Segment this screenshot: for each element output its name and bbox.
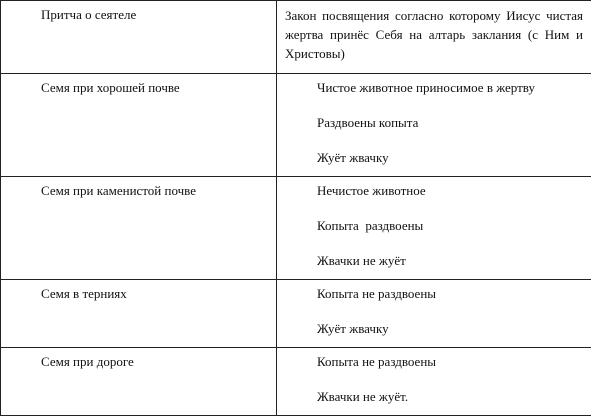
row-label: Семя при дороге xyxy=(1,348,276,369)
row-label: Семя в терниях xyxy=(1,280,276,301)
row-label-cell xyxy=(1,74,277,177)
detail-line: Копыта не раздвоены xyxy=(317,286,583,301)
detail-line: Копыта не раздвоены xyxy=(317,354,583,369)
table-header-row xyxy=(1,1,591,74)
row-label-cell xyxy=(1,348,277,416)
detail-line: Чистое животное приносимое в жертву xyxy=(317,80,583,95)
detail-line: Нечистое животное xyxy=(317,183,583,198)
row-detail-cell xyxy=(277,348,591,416)
detail-line: Жвачки не жуёт xyxy=(317,253,583,268)
row-detail-cell xyxy=(277,74,591,177)
header-cell-left xyxy=(1,1,277,74)
header-right-text: Закон посвящения согласно которому Иисус чистая жертва принёс Себя на алтарь заклания (с Ним и Христовы) xyxy=(277,1,591,63)
header-cell-right xyxy=(277,1,591,74)
detail-line: Жвачки не жуёт. xyxy=(317,389,583,404)
row-detail-cell xyxy=(277,280,591,348)
row-detail-cell xyxy=(277,177,591,280)
table-row xyxy=(1,177,591,280)
detail-line: Жуёт жвачку xyxy=(317,150,583,165)
detail-line: Раздвоены копыта xyxy=(317,115,583,130)
table-row xyxy=(1,348,591,416)
row-label-cell xyxy=(1,280,277,348)
table-row xyxy=(1,74,591,177)
row-label: Семя при хорошей почве xyxy=(1,74,276,95)
detail-line: Жуёт жвачку xyxy=(317,321,583,336)
detail-line: Копыта раздвоены xyxy=(317,218,583,233)
row-label: Семя при каменистой почве xyxy=(1,177,276,198)
header-left-text: Притча о сеятеле xyxy=(1,1,276,22)
row-label-cell xyxy=(1,177,277,280)
table-row xyxy=(1,280,591,348)
